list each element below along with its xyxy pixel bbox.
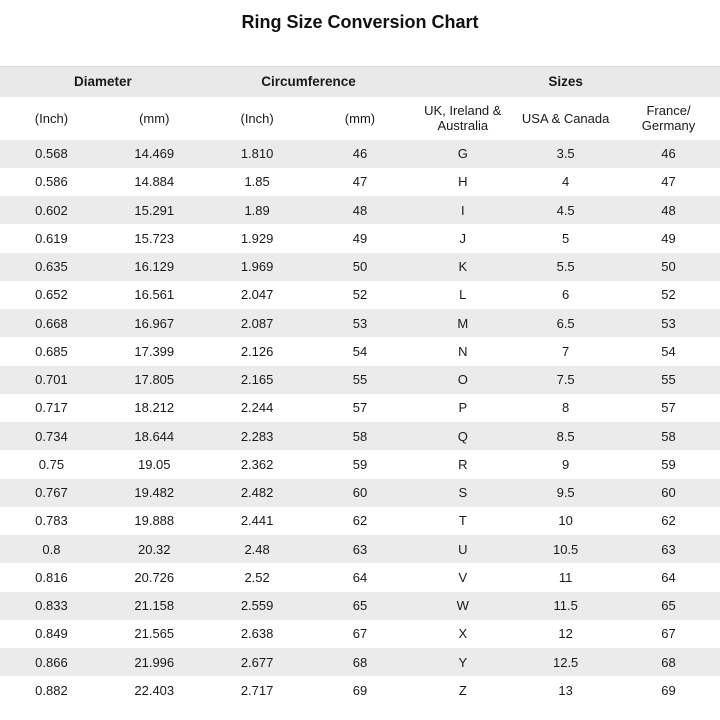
cell-diameter-mm: 18.644 [103, 422, 206, 450]
table-row [0, 676, 720, 704]
table-row [0, 422, 720, 450]
cell-circumference-mm: 53 [309, 309, 412, 337]
cell-size-usa-canada: 11 [514, 563, 617, 591]
cell-circumference-inch: 2.244 [206, 394, 309, 422]
cell-size-uk-ireland-australia: V [411, 563, 514, 591]
cell-circumference-mm: 47 [309, 168, 412, 196]
cell-circumference-mm: 54 [309, 337, 412, 365]
cell-size-usa-canada: 12 [514, 620, 617, 648]
cell-diameter-mm: 21.996 [103, 648, 206, 676]
cell-size-france-germany: 53 [617, 309, 720, 337]
cell-size-uk-ireland-australia: P [411, 394, 514, 422]
cell-circumference-inch: 2.087 [206, 309, 309, 337]
cell-circumference-mm: 46 [309, 140, 412, 168]
cell-size-uk-ireland-australia: Z [411, 676, 514, 704]
ring-size-conversion-table [0, 66, 720, 705]
cell-circumference-mm: 48 [309, 196, 412, 224]
cell-circumference-inch: 2.126 [206, 337, 309, 365]
table-row [0, 140, 720, 168]
cell-circumference-mm: 50 [309, 253, 412, 281]
table-row [0, 563, 720, 591]
cell-circumference-mm: 55 [309, 366, 412, 394]
cell-circumference-mm: 65 [309, 592, 412, 620]
col-header-uk-ireland-australia: UK, Ireland & Australia [411, 97, 514, 140]
group-header-circumference: Circumference [206, 67, 412, 97]
table-row [0, 507, 720, 535]
cell-diameter-inch: 0.602 [0, 196, 103, 224]
cell-circumference-mm: 60 [309, 479, 412, 507]
cell-diameter-inch: 0.75 [0, 450, 103, 478]
cell-circumference-inch: 2.48 [206, 535, 309, 563]
cell-size-france-germany: 68 [617, 648, 720, 676]
table-row [0, 196, 720, 224]
cell-size-usa-canada: 5 [514, 224, 617, 252]
cell-circumference-inch: 1.969 [206, 253, 309, 281]
cell-size-usa-canada: 6 [514, 281, 617, 309]
cell-circumference-inch: 2.638 [206, 620, 309, 648]
cell-diameter-inch: 0.717 [0, 394, 103, 422]
col-header-circumference-mm: (mm) [309, 97, 412, 140]
cell-circumference-inch: 2.362 [206, 450, 309, 478]
cell-size-france-germany: 55 [617, 366, 720, 394]
cell-diameter-inch: 0.767 [0, 479, 103, 507]
cell-size-usa-canada: 8.5 [514, 422, 617, 450]
cell-size-usa-canada: 10 [514, 507, 617, 535]
cell-circumference-mm: 69 [309, 676, 412, 704]
page-title: Ring Size Conversion Chart [241, 12, 479, 32]
cell-diameter-mm: 20.726 [103, 563, 206, 591]
cell-circumference-mm: 67 [309, 620, 412, 648]
cell-size-uk-ireland-australia: M [411, 309, 514, 337]
cell-diameter-mm: 17.805 [103, 366, 206, 394]
col-header-diameter-mm: (mm) [103, 97, 206, 140]
cell-diameter-inch: 0.783 [0, 507, 103, 535]
cell-circumference-mm: 62 [309, 507, 412, 535]
cell-circumference-inch: 2.283 [206, 422, 309, 450]
cell-diameter-mm: 16.967 [103, 309, 206, 337]
cell-diameter-mm: 21.565 [103, 620, 206, 648]
table-row [0, 535, 720, 563]
cell-size-france-germany: 48 [617, 196, 720, 224]
cell-diameter-inch: 0.833 [0, 592, 103, 620]
cell-diameter-mm: 19.482 [103, 479, 206, 507]
table-row [0, 479, 720, 507]
cell-diameter-inch: 0.882 [0, 676, 103, 704]
cell-size-usa-canada: 11.5 [514, 592, 617, 620]
cell-circumference-mm: 58 [309, 422, 412, 450]
cell-diameter-inch: 0.652 [0, 281, 103, 309]
cell-size-uk-ireland-australia: T [411, 507, 514, 535]
cell-diameter-inch: 0.586 [0, 168, 103, 196]
cell-size-usa-canada: 4.5 [514, 196, 617, 224]
cell-diameter-inch: 0.685 [0, 337, 103, 365]
cell-diameter-mm: 19.888 [103, 507, 206, 535]
cell-diameter-mm: 15.723 [103, 224, 206, 252]
table-row [0, 366, 720, 394]
cell-size-usa-canada: 10.5 [514, 535, 617, 563]
cell-diameter-mm: 16.129 [103, 253, 206, 281]
cell-diameter-mm: 22.403 [103, 676, 206, 704]
cell-size-usa-canada: 3.5 [514, 140, 617, 168]
cell-circumference-inch: 1.810 [206, 140, 309, 168]
cell-size-france-germany: 46 [617, 140, 720, 168]
cell-size-uk-ireland-australia: H [411, 168, 514, 196]
cell-size-usa-canada: 7 [514, 337, 617, 365]
table-row [0, 281, 720, 309]
group-header-diameter: Diameter [0, 67, 206, 97]
cell-diameter-inch: 0.568 [0, 140, 103, 168]
group-header-row [0, 67, 720, 97]
cell-size-france-germany: 62 [617, 507, 720, 535]
cell-size-usa-canada: 12.5 [514, 648, 617, 676]
cell-circumference-inch: 2.441 [206, 507, 309, 535]
cell-size-uk-ireland-australia: U [411, 535, 514, 563]
cell-circumference-inch: 2.52 [206, 563, 309, 591]
cell-diameter-mm: 14.884 [103, 168, 206, 196]
cell-size-france-germany: 57 [617, 394, 720, 422]
cell-circumference-mm: 68 [309, 648, 412, 676]
table-row [0, 224, 720, 252]
cell-circumference-mm: 52 [309, 281, 412, 309]
cell-circumference-inch: 2.482 [206, 479, 309, 507]
cell-size-uk-ireland-australia: W [411, 592, 514, 620]
cell-diameter-inch: 0.701 [0, 366, 103, 394]
cell-circumference-inch: 2.559 [206, 592, 309, 620]
cell-size-usa-canada: 6.5 [514, 309, 617, 337]
cell-size-france-germany: 63 [617, 535, 720, 563]
cell-size-usa-canada: 4 [514, 168, 617, 196]
cell-size-uk-ireland-australia: R [411, 450, 514, 478]
cell-size-usa-canada: 7.5 [514, 366, 617, 394]
cell-size-uk-ireland-australia: S [411, 479, 514, 507]
cell-size-uk-ireland-australia: G [411, 140, 514, 168]
cell-size-uk-ireland-australia: N [411, 337, 514, 365]
cell-circumference-inch: 1.89 [206, 196, 309, 224]
group-header-sizes: Sizes [411, 67, 720, 97]
cell-size-uk-ireland-australia: K [411, 253, 514, 281]
cell-circumference-inch: 2.717 [206, 676, 309, 704]
cell-size-usa-canada: 9.5 [514, 479, 617, 507]
cell-size-france-germany: 67 [617, 620, 720, 648]
cell-size-france-germany: 52 [617, 281, 720, 309]
cell-size-france-germany: 60 [617, 479, 720, 507]
cell-diameter-inch: 0.849 [0, 620, 103, 648]
col-header-diameter-inch: (Inch) [0, 97, 103, 140]
cell-size-usa-canada: 8 [514, 394, 617, 422]
cell-circumference-mm: 64 [309, 563, 412, 591]
cell-size-uk-ireland-australia: Q [411, 422, 514, 450]
cell-circumference-inch: 1.85 [206, 168, 309, 196]
table-row [0, 337, 720, 365]
cell-diameter-mm: 14.469 [103, 140, 206, 168]
col-header-circumference-inch: (Inch) [206, 97, 309, 140]
table-row [0, 450, 720, 478]
cell-size-france-germany: 64 [617, 563, 720, 591]
cell-size-uk-ireland-australia: O [411, 366, 514, 394]
cell-size-uk-ireland-australia: J [411, 224, 514, 252]
cell-circumference-inch: 1.929 [206, 224, 309, 252]
cell-diameter-mm: 17.399 [103, 337, 206, 365]
table-row [0, 648, 720, 676]
table-body [0, 140, 720, 705]
cell-size-usa-canada: 9 [514, 450, 617, 478]
cell-size-uk-ireland-australia: Y [411, 648, 514, 676]
cell-diameter-inch: 0.8 [0, 535, 103, 563]
cell-circumference-inch: 2.047 [206, 281, 309, 309]
cell-diameter-inch: 0.816 [0, 563, 103, 591]
cell-size-france-germany: 49 [617, 224, 720, 252]
cell-size-france-germany: 65 [617, 592, 720, 620]
table-row [0, 253, 720, 281]
column-header-row [0, 97, 720, 140]
col-header-france-germany: France/ Germany [617, 97, 720, 140]
cell-size-uk-ireland-australia: L [411, 281, 514, 309]
col-header-usa-canada: USA & Canada [514, 97, 617, 140]
cell-diameter-inch: 0.635 [0, 253, 103, 281]
cell-size-france-germany: 50 [617, 253, 720, 281]
cell-size-france-germany: 54 [617, 337, 720, 365]
table-row [0, 168, 720, 196]
cell-size-uk-ireland-australia: X [411, 620, 514, 648]
table-row [0, 620, 720, 648]
cell-diameter-inch: 0.866 [0, 648, 103, 676]
cell-circumference-mm: 63 [309, 535, 412, 563]
cell-size-france-germany: 47 [617, 168, 720, 196]
table-row [0, 394, 720, 422]
cell-size-france-germany: 59 [617, 450, 720, 478]
cell-circumference-mm: 59 [309, 450, 412, 478]
cell-size-usa-canada: 13 [514, 676, 617, 704]
cell-size-usa-canada: 5.5 [514, 253, 617, 281]
cell-diameter-mm: 16.561 [103, 281, 206, 309]
cell-diameter-mm: 18.212 [103, 394, 206, 422]
cell-size-france-germany: 58 [617, 422, 720, 450]
cell-circumference-inch: 2.677 [206, 648, 309, 676]
table-row [0, 592, 720, 620]
cell-diameter-mm: 21.158 [103, 592, 206, 620]
cell-diameter-inch: 0.668 [0, 309, 103, 337]
cell-size-france-germany: 69 [617, 676, 720, 704]
cell-diameter-mm: 15.291 [103, 196, 206, 224]
cell-diameter-inch: 0.619 [0, 224, 103, 252]
cell-size-uk-ireland-australia: I [411, 196, 514, 224]
cell-circumference-mm: 49 [309, 224, 412, 252]
cell-diameter-inch: 0.734 [0, 422, 103, 450]
cell-circumference-inch: 2.165 [206, 366, 309, 394]
cell-circumference-mm: 57 [309, 394, 412, 422]
cell-diameter-mm: 19.05 [103, 450, 206, 478]
cell-diameter-mm: 20.32 [103, 535, 206, 563]
table-row [0, 309, 720, 337]
